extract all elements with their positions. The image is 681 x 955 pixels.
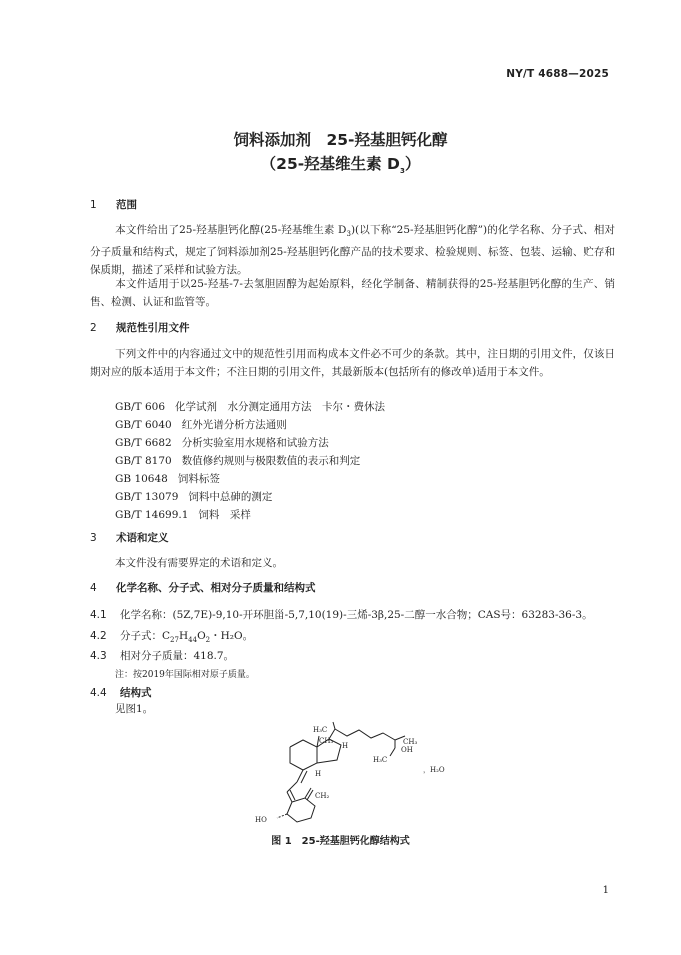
structural-formula bbox=[245, 718, 485, 828]
ref-item: GB/T 13079 饲料中总砷的测定 bbox=[115, 491, 273, 503]
label-h-a: H bbox=[342, 742, 349, 750]
label-water: ，H₂O bbox=[423, 766, 445, 774]
section-3-heading: 3 术语和定义 bbox=[90, 532, 169, 544]
section-3-para-1: 本文件没有需要界定的术语和定义。 bbox=[115, 557, 283, 569]
item-4-1: 4.1 化学名称：(5Z,7E)-9,10-开环胆甾-5,7,10(19)-三烯-3β,25-二醇一水合物；CAS号：63283-36-3。 bbox=[90, 609, 593, 621]
ref-item: GB/T 8170 数值修约规则与极限数值的表示和判定 bbox=[115, 455, 361, 467]
label-oh-right: OH bbox=[401, 746, 413, 754]
label-ch3-b: CH₃ bbox=[403, 738, 418, 746]
item-4-4-text: 见图1。 bbox=[115, 703, 154, 715]
section-1-para-2: 本文件适用于以25-羟基-7-去氢胆固醇为起始原料，经化学制备、精制获得的25-羟基胆钙化醇的生产、销售、检测、认证和监管等。 bbox=[90, 278, 615, 308]
label-ho: HO bbox=[255, 816, 267, 824]
figure-caption: 图 1 25-羟基胆钙化醇结构式 bbox=[271, 836, 410, 847]
label-h-b: H bbox=[315, 770, 322, 778]
item-4-3: 4.3 相对分子质量：418.7。 bbox=[90, 650, 235, 662]
doc-title-line2: （25-羟基维生素 $D_3$） bbox=[260, 155, 421, 176]
section-2-para-1: 下列文件中的内容通过文中的规范性引用而构成本文件必不可少的条款。其中，注日期的引用文件，仅该日期对应的版本适用于本文件；不注日期的引用文件，其最新版本(包括所有的修改单)适用于本文件。 bbox=[90, 348, 615, 378]
page-number: 1 bbox=[602, 885, 609, 896]
label-h3c-top: H₃C bbox=[313, 726, 328, 734]
ref-item: GB 10648 饲料标签 bbox=[115, 473, 220, 485]
section-2-heading: 2 规范性引用文件 bbox=[90, 322, 190, 334]
section-1-para-1: 本文件给出了25-羟基胆钙化醇(25-羟基维生素 $D_3$)(以下称“25-羟基胆钙化醇”)的化学名称、分子式、相对分子质量和结构式，规定了饲料添加剂25-羟基胆钙化醇产品的技术要求、检验规则、标签、包装、运输、贮存和保质期，描述了采样和试验方法。 bbox=[90, 224, 616, 277]
ring-a bbox=[287, 798, 315, 822]
item-4-2: 4.2 分子式：$C_{27}H_{44}O_2$・H₂O。 bbox=[90, 630, 254, 645]
doc-code: NY/T 4688—2025 bbox=[506, 68, 609, 80]
item-4-4: 4.4 结构式 bbox=[90, 687, 152, 699]
ref-item: GB/T 6040 红外光谱分析方法通则 bbox=[115, 419, 287, 431]
note: 注：按2019年国际相对原子质量。 bbox=[115, 670, 255, 680]
ref-item: GB/T 606 化学试剂 水分测定通用方法 卡尔・费休法 bbox=[115, 401, 386, 413]
label-ch2: CH₂ bbox=[315, 792, 330, 800]
section-1-heading: 1 范围 bbox=[90, 199, 137, 211]
doc-title-line1: 饲料添加剂 25-羟基胆钙化醇 bbox=[233, 131, 448, 149]
label-ch3-a: CH₃ bbox=[319, 737, 334, 745]
ref-item: GB/T 14699.1 饲料 采样 bbox=[115, 509, 251, 521]
ref-item: GB/T 6682 分析实验室用水规格和试验方法 bbox=[115, 437, 329, 449]
label-h3c-bottom: H₃C bbox=[373, 756, 388, 764]
ring-c bbox=[290, 740, 317, 770]
section-4-heading: 4 化学名称、分子式、相对分子质量和结构式 bbox=[90, 582, 316, 594]
side-chain bbox=[329, 729, 395, 748]
